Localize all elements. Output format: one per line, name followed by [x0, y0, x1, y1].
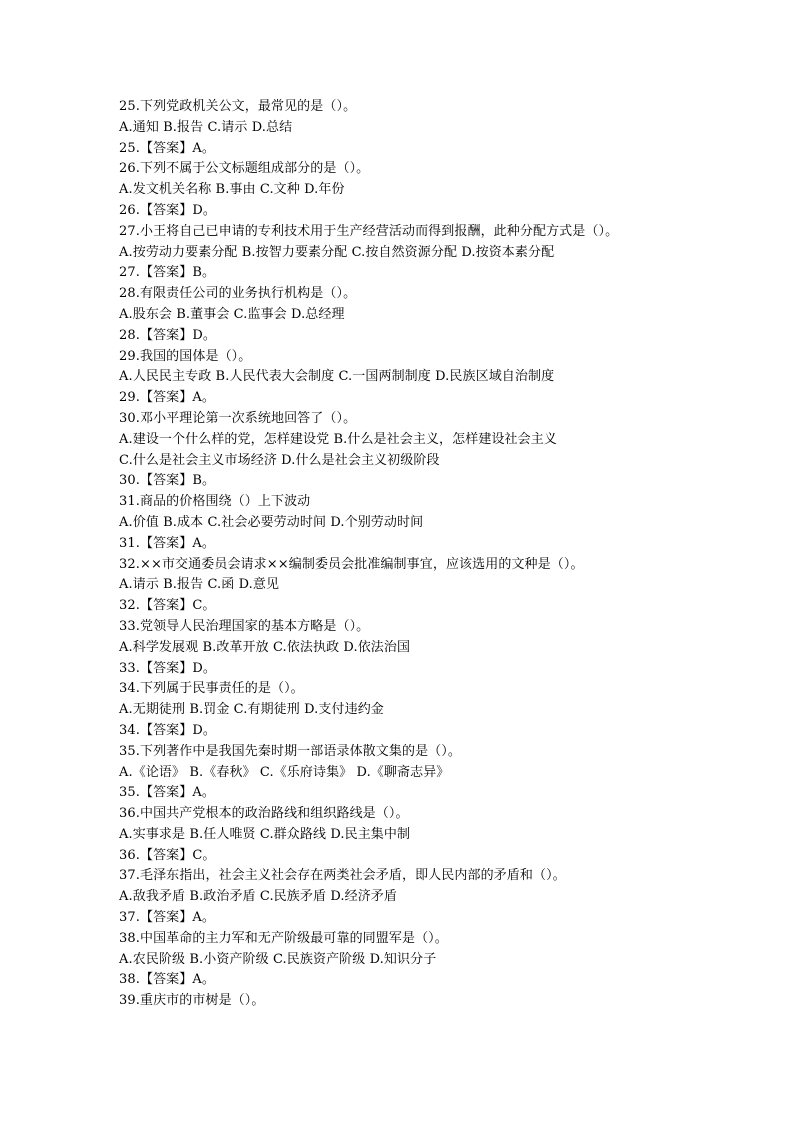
question-text: 35.下列著作中是我国先秦时期一部语录体散文集的是（）。 — [119, 743, 461, 759]
answer-options: A.敌我矛盾 B.政治矛盾 C.民族矛盾 D.经济矛盾 — [119, 889, 398, 905]
answer-key: 36.【答案】C。 — [119, 847, 216, 863]
question-text: 29.我国的国体是（）。 — [119, 348, 252, 364]
answer-options: A.《论语》 B.《春秋》 C.《乐府诗集》 D.《聊斋志异》 — [119, 764, 450, 780]
answer-options: A.通知 B.报告 C.请示 D.总结 — [119, 119, 293, 135]
answer-options: A.科学发展观 B.改革开放 C.依法执政 D.依法治国 — [119, 639, 411, 655]
answer-key: 38.【答案】A。 — [119, 972, 215, 988]
answer-options: A.实事求是 B.任人唯贤 C.群众路线 D.民主集中制 — [119, 826, 411, 842]
answer-key: 34.【答案】D。 — [119, 722, 216, 738]
answer-key: 27.【答案】B。 — [119, 265, 216, 281]
answer-options: A.无期徒刑 B.罚金 C.有期徒刑 D.支付违约金 — [119, 702, 384, 718]
question-text: 30.邓小平理论第一次系统地回答了（）。 — [119, 410, 357, 426]
question-text: 36.中国共产党根本的政治路线和组织路线是（）。 — [119, 806, 409, 822]
answer-key: 28.【答案】D。 — [119, 327, 216, 343]
answer-options: A.按劳动力要素分配 B.按智力要素分配 C.按自然资源分配 D.按资本素分配 — [119, 244, 555, 260]
answer-options: A.人民民主专政 B.人民代表大会制度 C.一国两制制度 D.民族区域自治制度 — [119, 369, 555, 385]
question-list — [119, 97, 679, 1012]
question-text: 27.小王将自己已申请的专利技术用于生产经营活动而得到报酬，此种分配方式是（）。 — [119, 223, 619, 239]
answer-options: C.什么是社会主义市场经济 D.什么是社会主义初级阶段 — [119, 452, 440, 468]
answer-key: 33.【答案】D。 — [119, 660, 216, 676]
answer-options: A.股东会 B.董事会 C.监事会 D.总经理 — [119, 306, 345, 322]
question-text: 31.商品的价格围绕（）上下波动 — [119, 494, 311, 510]
question-text: 33.党领导人民治理国家的基本方略是（）。 — [119, 618, 370, 634]
answer-key: 25.【答案】A。 — [119, 140, 215, 156]
question-text: 39.重庆市的市树是（）。 — [119, 993, 265, 1009]
question-text: 25.下列党政机关公文，最常见的是（）。 — [119, 99, 357, 114]
question-text: 32.××市交通委员会请求××编制委员会批准编制事宜，应该选用的文种是（）。 — [119, 556, 584, 572]
answer-key: 29.【答案】A。 — [119, 390, 215, 406]
answer-key: 30.【答案】B。 — [119, 473, 216, 489]
question-text: 26.下列不属于公文标题组成部分的是（）。 — [119, 161, 370, 177]
answer-key: 32.【答案】C。 — [119, 598, 216, 614]
answer-key: 37.【答案】A。 — [119, 910, 215, 926]
answer-options: A.价值 B.成本 C.社会必要劳动时间 D.个别劳动时间 — [119, 514, 424, 530]
answer-options: A.发文机关名称 B.事由 C.文种 D.年份 — [119, 182, 345, 198]
question-text: 34.下列属于民事责任的是（）。 — [119, 681, 304, 697]
answer-options: A.请示 B.报告 C.函 D.意见 — [119, 577, 280, 593]
question-text: 38.中国革命的主力军和无产阶级最可靠的同盟军是（）。 — [119, 930, 448, 946]
answer-key: 31.【答案】A。 — [119, 535, 215, 551]
answer-options: A.建设一个什么样的党，怎样建设党 B.什么是社会主义，怎样建设社会主义 — [119, 431, 557, 447]
answer-key: 26.【答案】D。 — [119, 202, 216, 218]
answer-key: 35.【答案】A。 — [119, 785, 215, 801]
answer-options: A.农民阶级 B.小资产阶级 C.民族资产阶级 D.知识分子 — [119, 951, 437, 967]
question-text: 28.有限责任公司的业务执行机构是（）。 — [119, 286, 357, 302]
question-text: 37.毛泽东指出，社会主义社会存在两类社会矛盾，即人民内部的矛盾和（）。 — [119, 868, 566, 884]
